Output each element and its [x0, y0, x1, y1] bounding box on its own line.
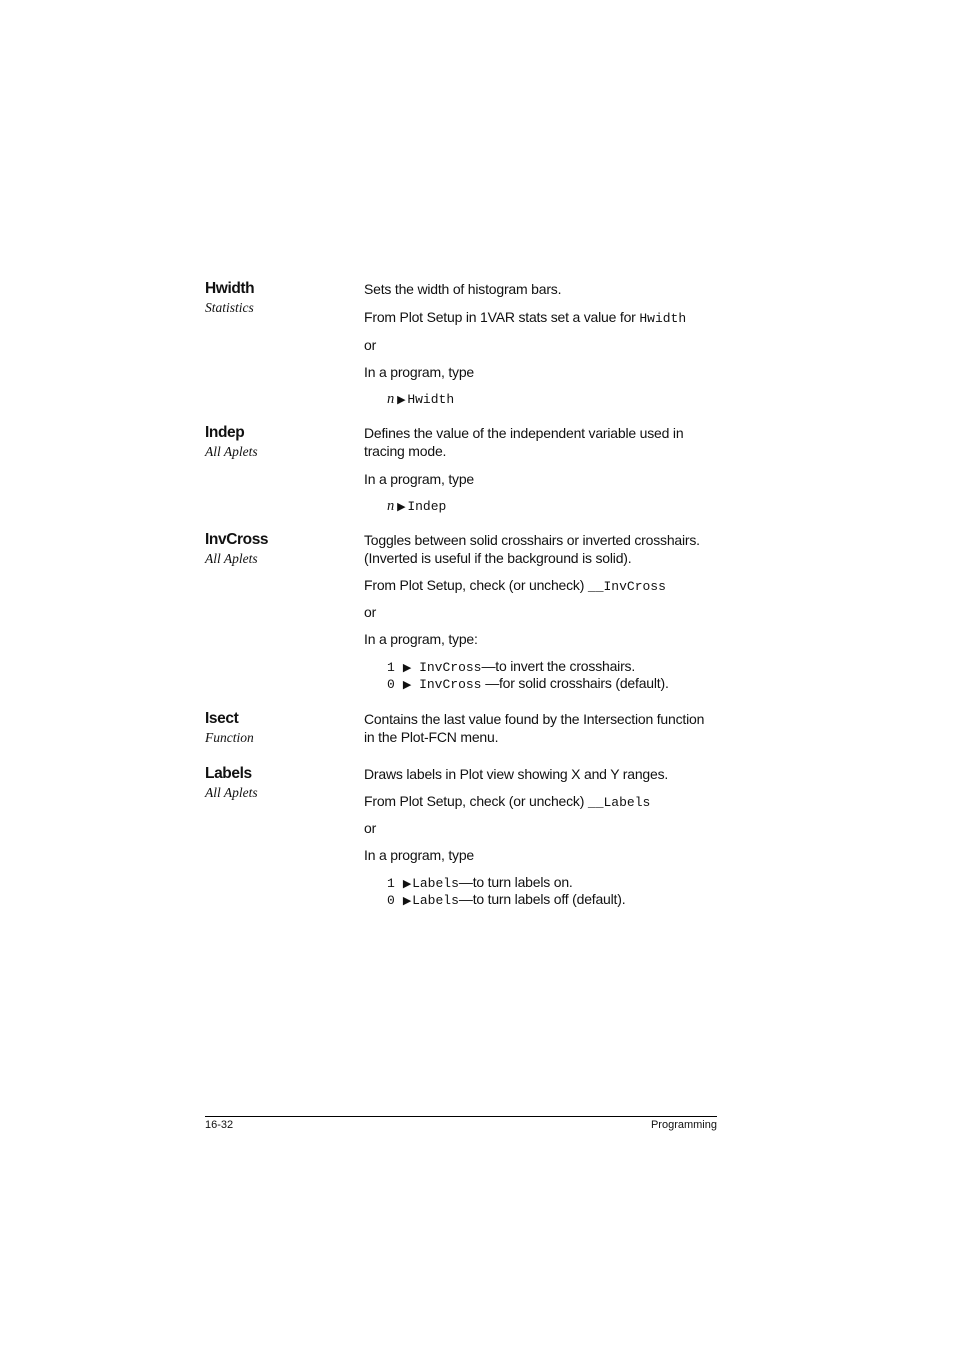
- program-text: In a program, type: [364, 364, 475, 380]
- code-example-2: 0 ▶Labels—to turn labels off (default).: [387, 891, 626, 908]
- variable-name: Hwidth: [639, 311, 687, 326]
- or-text: or: [364, 820, 377, 836]
- instruction-text: From Plot Setup, check (or uncheck) __InvCross: [364, 577, 666, 594]
- description-text: Contains the last value found by the Intersection function in the Plot-FCN menu.: [364, 711, 705, 745]
- store-arrow-icon: ▶: [402, 679, 412, 691]
- page-number: 16-32: [205, 1119, 234, 1131]
- aplet-label: All Aplets: [205, 444, 258, 459]
- store-arrow-icon: ▶: [402, 878, 412, 890]
- aplet-label: All Aplets: [205, 551, 258, 566]
- program-text: In a program, type:: [364, 631, 478, 647]
- variable-name: __InvCross: [587, 579, 666, 594]
- term-heading: Hwidth: [205, 280, 255, 297]
- store-arrow-icon: ▶: [402, 895, 412, 907]
- code-example: n ▶ Hwidth: [387, 391, 455, 407]
- aplet-label: All Aplets: [205, 785, 258, 800]
- term-heading: Isect: [205, 710, 239, 727]
- section-name: Programming: [650, 1119, 717, 1131]
- description-text: Sets the width of histogram bars.: [364, 281, 562, 297]
- store-arrow-icon: ▶: [397, 394, 406, 406]
- code-example-1: 1 ▶Labels—to turn labels on.: [387, 874, 573, 891]
- term-heading: Indep: [205, 424, 245, 441]
- code-example-2: 0 ▶ InvCross —for solid crosshairs (default).: [387, 675, 669, 692]
- description-text: Defines the value of the independent variable used in tracing mode.: [364, 425, 684, 459]
- program-text: In a program, type: [364, 847, 475, 863]
- program-text: In a program, type: [364, 471, 475, 487]
- aplet-label: Statistics: [205, 300, 254, 315]
- variable-name: __Labels: [587, 795, 651, 810]
- aplet-label: Function: [205, 730, 254, 745]
- or-text: or: [364, 604, 377, 620]
- term-heading: Labels: [205, 765, 252, 782]
- or-text: or: [364, 337, 377, 353]
- store-arrow-icon: ▶: [397, 501, 406, 513]
- instruction-text: From Plot Setup, check (or uncheck) __Labels: [364, 793, 651, 810]
- instruction-text: From Plot Setup in 1VAR stats set a value for Hwidth: [364, 309, 687, 326]
- code-example-1: 1 ▶ InvCross—to invert the crosshairs.: [387, 658, 636, 675]
- code-example: n ▶ Indep: [387, 498, 447, 514]
- store-arrow-icon: ▶: [402, 662, 412, 674]
- footer-divider: [205, 1116, 717, 1117]
- description-text: Draws labels in Plot view showing X and Y ranges.: [364, 766, 669, 782]
- term-heading: InvCross: [205, 531, 269, 548]
- description-text: Toggles between solid crosshairs or inverted crosshairs. (Inverted is useful if the background is solid).: [364, 532, 700, 566]
